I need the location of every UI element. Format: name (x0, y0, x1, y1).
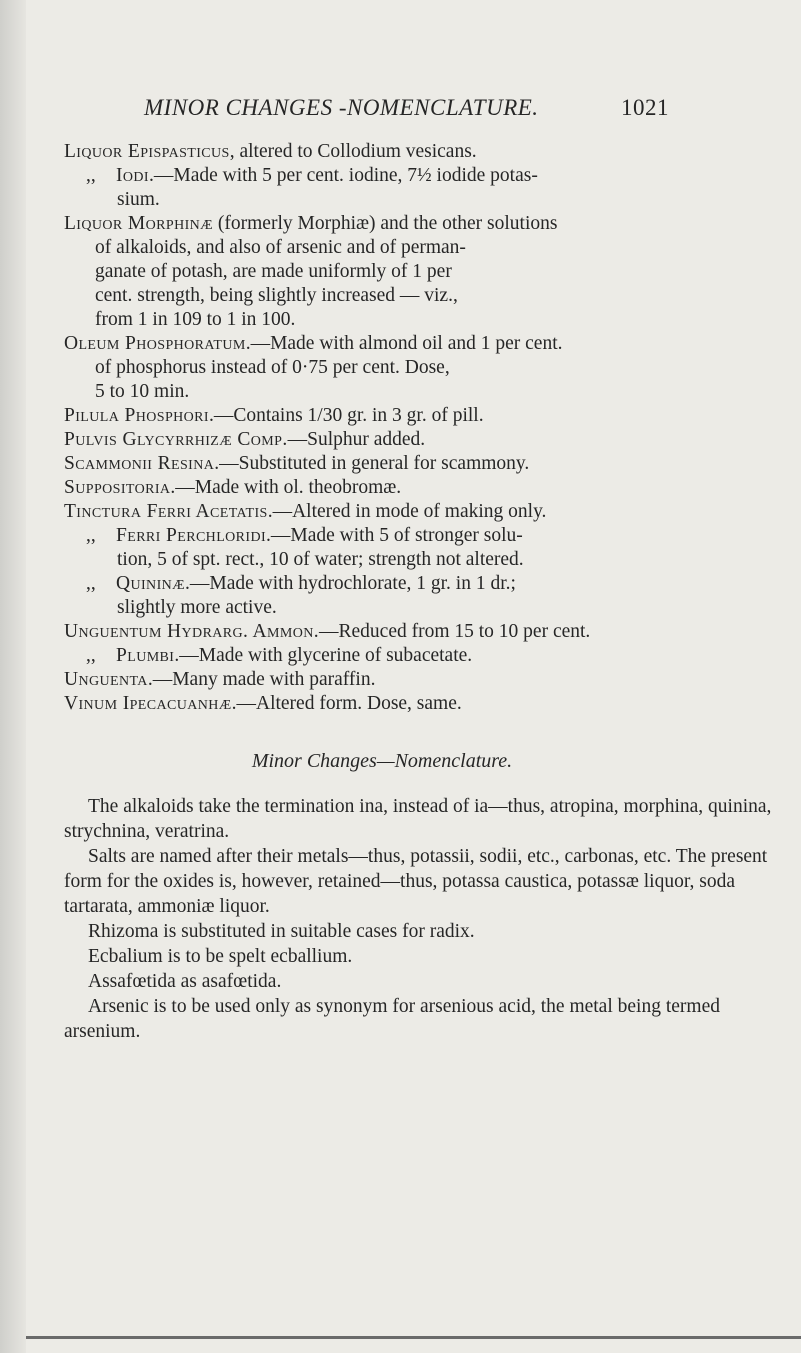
entry-heading: Unguentum Hydrarg. Ammon. (64, 621, 320, 642)
entry-4 (64, 404, 764, 428)
entry-continuation-line: sium. (117, 189, 160, 210)
entry-first-line (64, 500, 764, 524)
entry-text: .—Made with 5 per cent. iodine, 7½ iodide potas- (148, 165, 538, 186)
page-spine-shadow (0, 0, 26, 1353)
entry-continuation-line: 5 to 10 min. (95, 381, 190, 402)
entry-first-line (64, 404, 764, 428)
ditto-mark: ,, (86, 525, 96, 546)
entry-heading: Tinctura Ferri Acetatis (64, 501, 268, 522)
entry-first-line (64, 212, 764, 236)
entry-7 (64, 476, 764, 500)
entry-continuation-line: of phosphorus instead of 0·75 per cent. Dose, (95, 357, 450, 378)
ditto-mark: ,, (86, 645, 96, 666)
bottom-rule (26, 1336, 801, 1339)
paragraph-0: The alkaloids take the termination ina, instead of ia—thus, atropina, morphina, quinina, strychnina, veratrina. (64, 796, 772, 842)
entry-heading: Pulvis Glycyrrhizæ Comp. (64, 429, 288, 450)
entry-text: .—Made with hydrochlorate, 1 gr. in 1 dr.; (185, 573, 516, 594)
entry-first-line (64, 668, 764, 692)
entry-9 (64, 524, 764, 572)
entry-continuation-line: ganate of potash, are made uniformly of 1 per (95, 261, 452, 282)
entry-continuation-line: cent. strength, being slightly increased — viz., (95, 285, 458, 306)
ditto-mark: ,, (86, 573, 96, 594)
entry-continuation-line: of alkaloids, and also of arsenic and of perman- (95, 237, 466, 258)
entry-first-line (86, 644, 764, 668)
entry-first-line (64, 332, 764, 356)
entry-heading: Iodi (116, 165, 149, 186)
entry-13 (64, 668, 764, 692)
entry-text: .—Made with glycerine of subacetate. (174, 645, 473, 666)
entry-heading: Quininæ (116, 573, 185, 594)
changes-list (64, 140, 764, 716)
entry-text: .—Made with 5 of stronger solu- (266, 525, 523, 546)
entry-11 (64, 620, 764, 644)
entry-continuation-line: from 1 in 109 to 1 in 100. (95, 309, 296, 330)
page-number: 1021 (621, 95, 669, 120)
entry-first-line (86, 572, 764, 596)
entry-text: —Reduced from 15 to 10 per cent. (319, 621, 591, 642)
entry-text: .—Altered form. Dose, same. (231, 693, 462, 714)
entry-text: .—Substituted in general for scammony. (214, 453, 530, 474)
entry-heading: Vinum Ipecacuanhæ (64, 693, 232, 714)
entry-heading: Suppositoria (64, 477, 171, 498)
running-title: MINOR CHANGES -NOMENCLATURE. (144, 95, 539, 120)
entry-heading: Unguenta (64, 669, 148, 690)
entry-first-line (64, 140, 764, 164)
entry-first-line (86, 524, 764, 548)
running-header (144, 95, 784, 121)
section-title: Minor Changes—Nomenclature. (251, 750, 513, 772)
entry-heading: Ferri Perchloridi (116, 525, 267, 546)
entry-first-line (64, 428, 764, 452)
entry-0 (64, 140, 764, 164)
entry-5 (64, 428, 764, 452)
entry-12 (64, 644, 764, 668)
entry-heading: Pilula Phosphori (64, 405, 209, 426)
entry-8 (64, 500, 764, 524)
entry-1 (64, 164, 764, 212)
entry-text: (formerly Morphiæ) and the other solutions (213, 213, 558, 234)
entry-first-line (64, 620, 764, 644)
entry-text: .—Many made with paraffin. (147, 669, 376, 690)
entry-first-line (64, 692, 764, 716)
nomenclature-text (64, 794, 774, 1044)
entry-heading: Plumbi (116, 645, 175, 666)
entry-text: , altered to Collodium vesicans. (229, 141, 477, 162)
entry-continuation-line: slightly more active. (117, 597, 277, 618)
entry-heading: Scammonii Resina (64, 453, 215, 474)
entry-heading: Oleum Phosphoratum (64, 333, 246, 354)
entry-heading: Liquor Epispasticus (64, 141, 230, 162)
paragraph-3: Ecbalium is to be spelt ecballium. (88, 946, 353, 967)
book-page (40, 0, 780, 1353)
entry-text: .—Altered in mode of making only. (267, 501, 547, 522)
entry-continuation-line: tion, 5 of spt. rect., 10 of water; strength not altered. (117, 549, 524, 570)
entry-14 (64, 692, 764, 716)
entry-heading: Liquor Morphinæ (64, 213, 214, 234)
ditto-mark: ,, (86, 165, 96, 186)
entry-6 (64, 452, 764, 476)
paragraph-4: Assafœtida as asafœtida. (88, 971, 282, 992)
entry-first-line (64, 476, 764, 500)
entry-first-line (86, 164, 764, 188)
paragraph-2: Rhizoma is substituted in suitable cases for radix. (88, 921, 475, 942)
paragraph-1: Salts are named after their metals—thus, potassii, sodii, etc., carbonas, etc. The present form for the oxides is, however, retained—thus, potassa caustica, potassæ liquor, soda tartarata, ammoniæ liquor. (64, 846, 768, 917)
entry-text: .—Made with almond oil and 1 per cent. (245, 333, 563, 354)
entry-3 (64, 332, 764, 404)
entry-2 (64, 212, 764, 332)
entry-text: —Sulphur added. (287, 429, 426, 450)
entry-text: .—Contains 1/30 gr. in 3 gr. of pill. (208, 405, 484, 426)
paragraph-5: Arsenic is to be used only as synonym for arsenious acid, the metal being termed arsenium. (64, 996, 720, 1042)
entry-10 (64, 572, 764, 620)
entry-first-line (64, 452, 764, 476)
entry-text: .—Made with ol. theobromæ. (170, 477, 402, 498)
